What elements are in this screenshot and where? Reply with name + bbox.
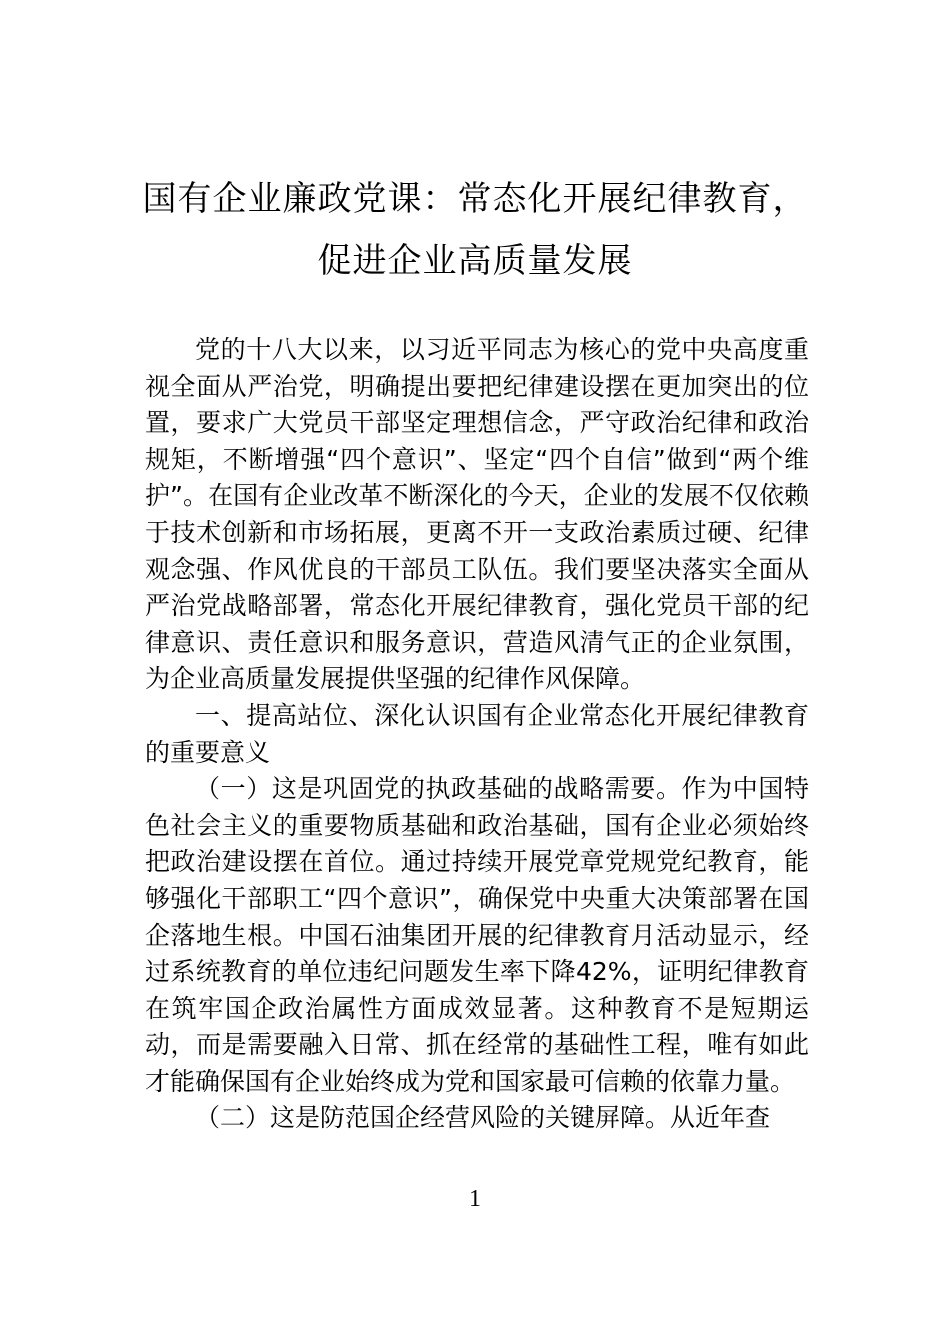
subsection-paragraph-2: （二）这是防范国企经营风险的关键屏障。从近年查 <box>195 1103 771 1133</box>
title-line-1: 国有企业廉政党课：常态化开展纪律教育， <box>142 179 808 219</box>
document-body <box>145 332 809 1137</box>
subsection-paragraph-1: （一）这是巩固党的执政基础的战略需要。作为中国特色社会主义的重要物质基础和政治基础，国有企业必须始终把政治建设摆在首位。通过持续开展党章党规党纪教育，能够强化干部职工“四个意识”，确保党中央重大决策部署在国企落地生根。中国石油集团开展的纪律教育月活动显示，经过系统教育的单位违纪问题发生率下降42%，证明纪律教育在筑牢国企政治属性方面成效显著。这种教育不是短期运动，而是需要融入日常、抓在经常的基础性工程，唯有如此才能确保国有企业始终成为党和国家最可信赖的依靠力量。 <box>145 774 809 1096</box>
intro-paragraph: 党的十八大以来，以习近平同志为核心的党中央高度重视全面从严治党，明确提出要把纪律建设摆在更加突出的位置，要求广大党员干部坚定理想信念，严守政治纪律和政治规矩，不断增强“四个意识”、坚定“四个自信”做到“两个维护”。在国有企业改革不断深化的今天，企业的发展不仅依赖于技术创新和市场拓展，更离不开一支政治素质过硬、纪律观念强、作风优良的干部员工队伍。我们要坚决落实全面从严治党战略部署，常态化开展纪律教育，强化党员干部的纪律意识、责任意识和服务意识，营造风清气正的企业氛围，为企业高质量发展提供坚强的纪律作风保障。 <box>145 335 809 694</box>
document-title <box>100 168 850 292</box>
title-line-2: 促进企业高质量发展 <box>317 241 633 281</box>
section-heading-1: 一、提高站位、深化认识国有企业常态化开展纪律教育的重要意义 <box>145 700 809 767</box>
page-number: 1 <box>469 1186 481 1212</box>
